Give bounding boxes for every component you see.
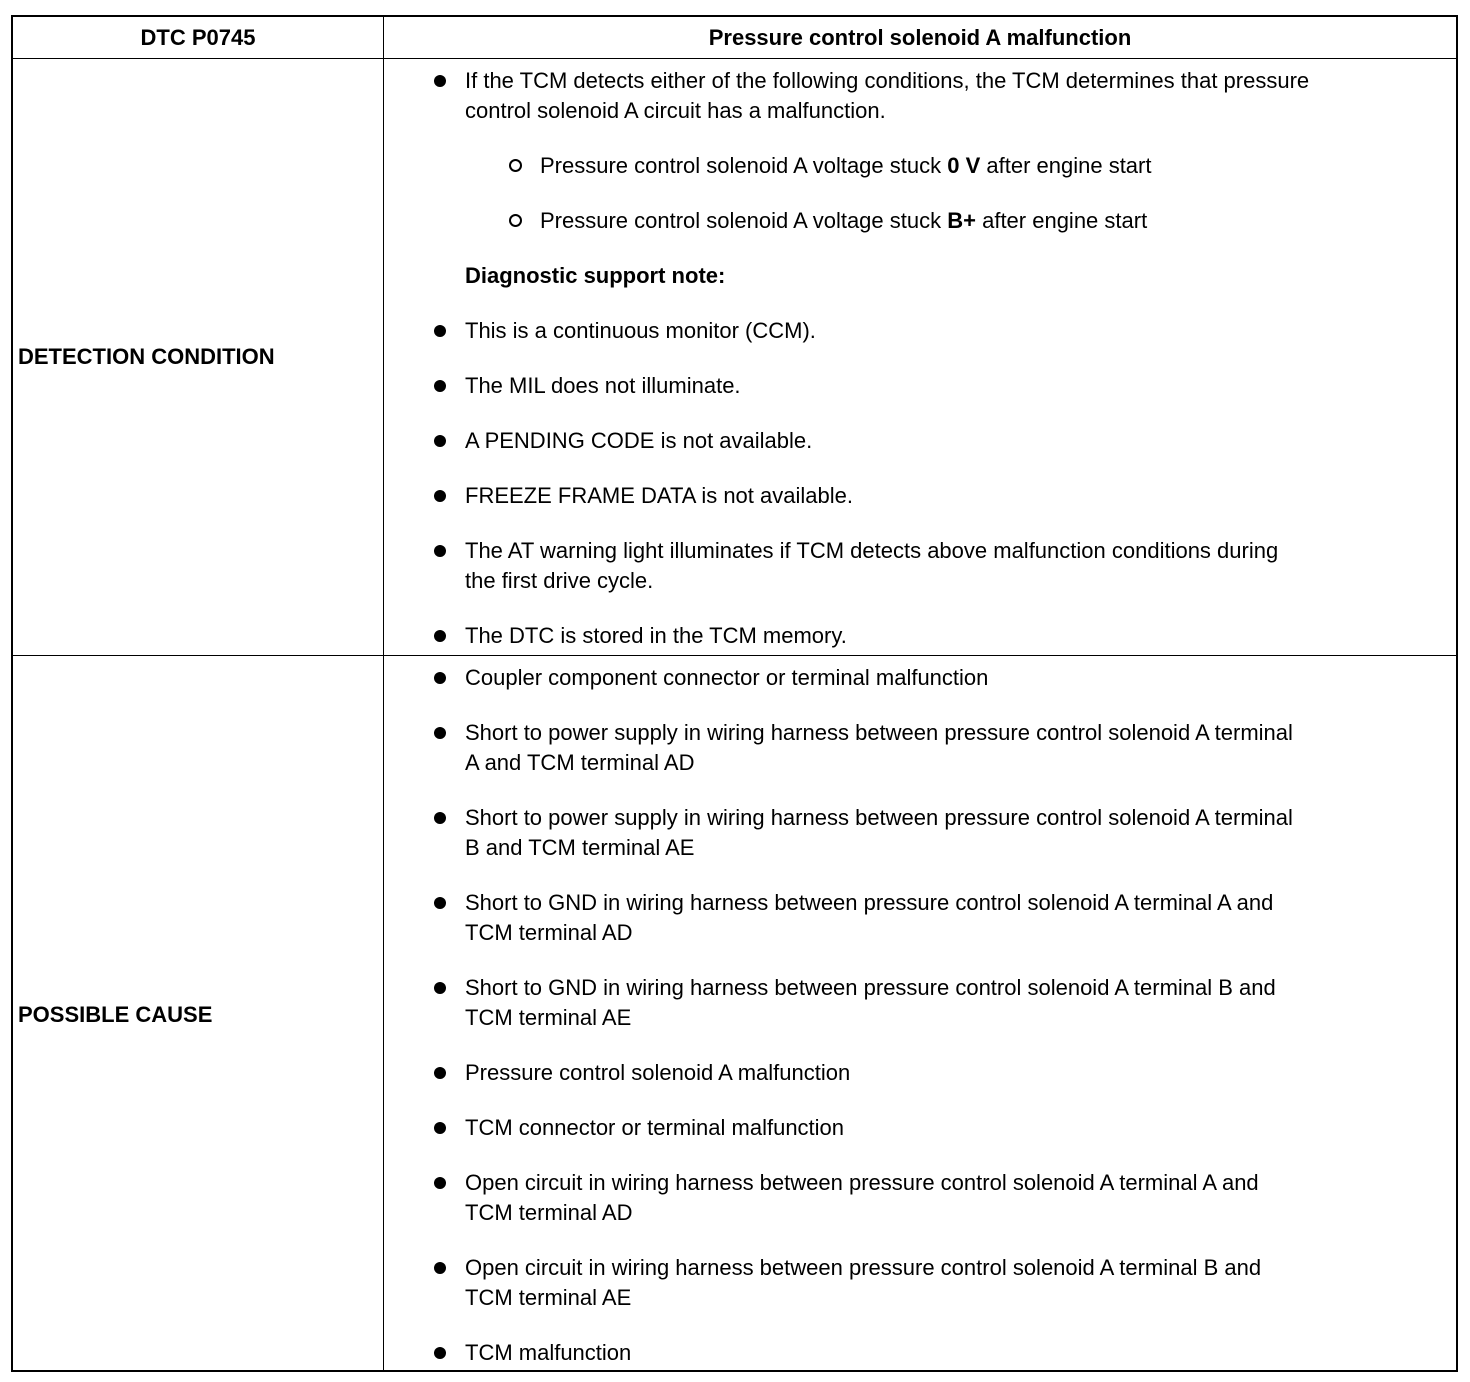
detection-sub-condition-1: Pressure control solenoid A voltage stuck 0 V after engine start bbox=[540, 153, 1152, 178]
cause-item: TCM malfunction bbox=[465, 1340, 632, 1365]
detection-note: the first drive cycle. bbox=[465, 568, 654, 593]
bullet-icon bbox=[434, 1067, 446, 1079]
detection-note: This is a continuous monitor (CCM). bbox=[465, 318, 816, 343]
detection-sub-condition-2: Pressure control solenoid A voltage stuck B+ after engine start bbox=[540, 208, 1148, 233]
cause-item: Short to power supply in wiring harness between pressure control solenoid A terminal bbox=[465, 720, 1293, 745]
bullet-icon bbox=[434, 727, 446, 739]
cause-item: B and TCM terminal AE bbox=[465, 835, 695, 860]
dtc-code-header: DTC P0745 bbox=[140, 24, 256, 50]
bullet-icon bbox=[434, 630, 446, 642]
cause-item: Short to GND in wiring harness between pressure control solenoid A terminal B and bbox=[465, 975, 1276, 1000]
bullet-icon bbox=[434, 325, 446, 337]
cause-item: TCM connector or terminal malfunction bbox=[465, 1115, 845, 1140]
detection-note: FREEZE FRAME DATA is not available. bbox=[465, 483, 853, 508]
detection-note: The MIL does not illuminate. bbox=[465, 373, 741, 398]
cause-item: Short to GND in wiring harness between pressure control solenoid A terminal A and bbox=[465, 890, 1274, 915]
bullet-icon bbox=[434, 812, 446, 824]
bullet-icon bbox=[434, 982, 446, 994]
bullet-icon bbox=[434, 897, 446, 909]
detection-condition-label: DETECTION CONDITION bbox=[18, 344, 275, 369]
cause-item: TCM terminal AE bbox=[465, 1285, 632, 1310]
column-divider bbox=[383, 15, 384, 1372]
detection-intro-line-2: control solenoid A circuit has a malfunction. bbox=[465, 98, 886, 123]
detection-intro-line-1: If the TCM detects either of the following conditions, the TCM determines that pressure bbox=[465, 68, 1310, 93]
bullet-icon bbox=[434, 1262, 446, 1274]
cause-item: TCM terminal AD bbox=[465, 1200, 633, 1225]
bullet-icon bbox=[434, 380, 446, 392]
detection-note: The DTC is stored in the TCM memory. bbox=[465, 623, 847, 648]
cause-item: Open circuit in wiring harness between pressure control solenoid A terminal A and bbox=[465, 1170, 1259, 1195]
row-divider bbox=[11, 655, 1458, 656]
circle-bullet-icon bbox=[509, 214, 522, 227]
dtc-title-header: Pressure control solenoid A malfunction bbox=[708, 24, 1132, 50]
possible-cause-label: POSSIBLE CAUSE bbox=[18, 1002, 213, 1027]
bullet-icon bbox=[434, 75, 446, 87]
cause-item: Pressure control solenoid A malfunction bbox=[465, 1060, 851, 1085]
cause-item: Short to power supply in wiring harness between pressure control solenoid A terminal bbox=[465, 805, 1293, 830]
diagnostic-note-heading: Diagnostic support note: bbox=[465, 263, 726, 288]
bullet-icon bbox=[434, 1347, 446, 1359]
detection-note: A PENDING CODE is not available. bbox=[465, 428, 813, 453]
circle-bullet-icon bbox=[509, 159, 522, 172]
bullet-icon bbox=[434, 490, 446, 502]
cause-item: Coupler component connector or terminal malfunction bbox=[465, 665, 989, 690]
header-divider bbox=[11, 58, 1458, 59]
bullet-icon bbox=[434, 545, 446, 557]
bullet-icon bbox=[434, 435, 446, 447]
bullet-icon bbox=[434, 672, 446, 684]
bullet-icon bbox=[434, 1122, 446, 1134]
cause-item: TCM terminal AE bbox=[465, 1005, 632, 1030]
bullet-icon bbox=[434, 1177, 446, 1189]
cause-item: TCM terminal AD bbox=[465, 920, 633, 945]
cause-item: A and TCM terminal AD bbox=[465, 750, 695, 775]
detection-note: The AT warning light illuminates if TCM detects above malfunction conditions during bbox=[465, 538, 1279, 563]
cause-item: Open circuit in wiring harness between pressure control solenoid A terminal B and bbox=[465, 1255, 1262, 1280]
